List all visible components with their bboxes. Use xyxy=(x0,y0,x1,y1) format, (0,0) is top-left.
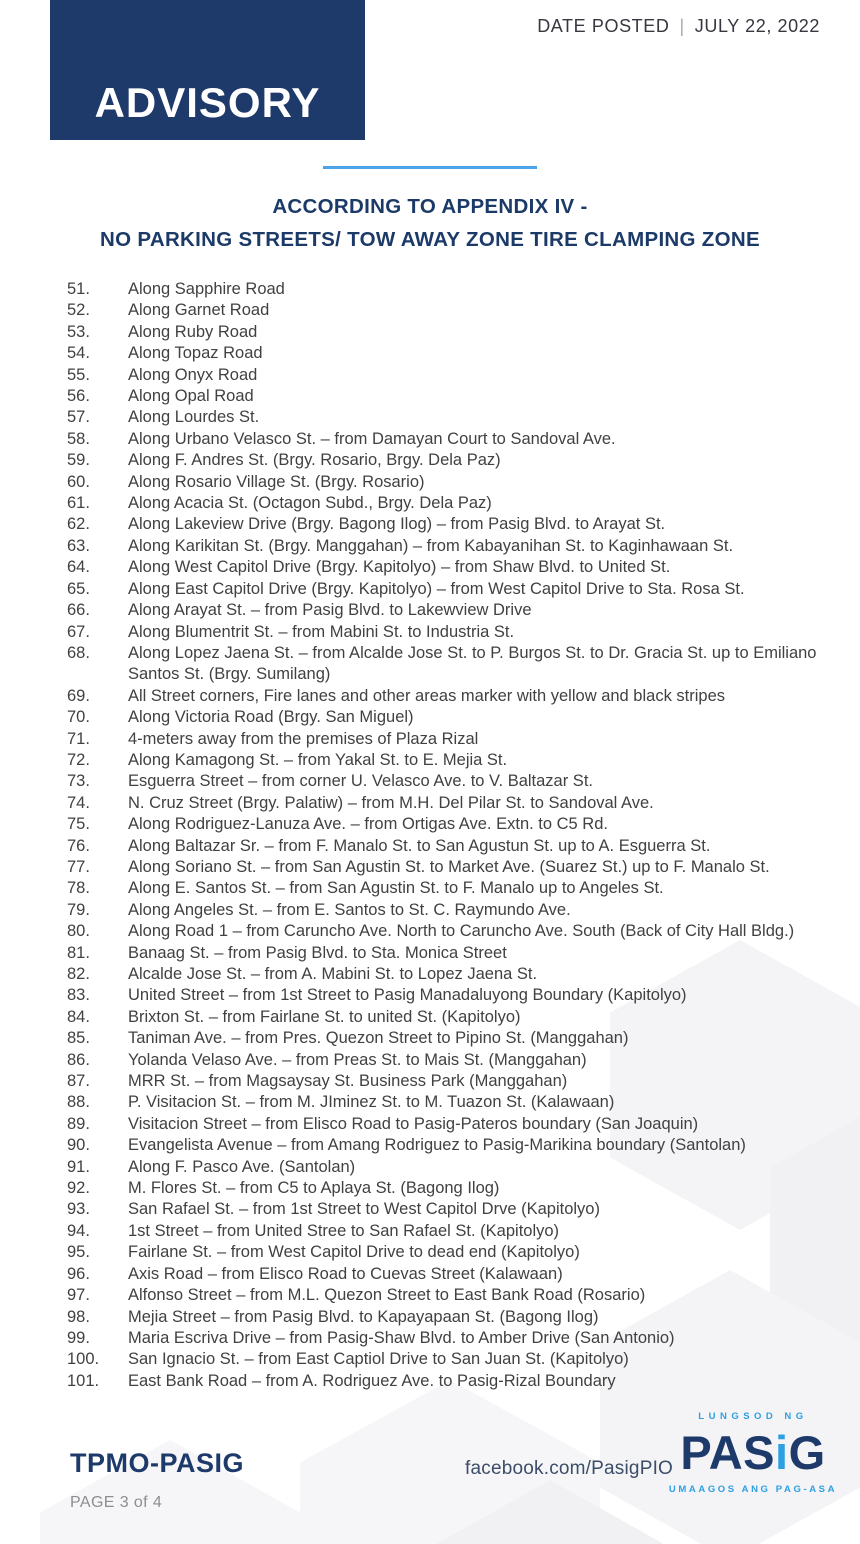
footer-org-name: TPMO-PASIG xyxy=(70,1448,245,1478)
list-item-text: Along West Capitol Drive (Brgy. Kapitolyo) – from Shaw Blvd. to United St. xyxy=(128,558,671,577)
list-item-text: 1st Street – from United Stree to San Rafael St. (Kapitolyo) xyxy=(128,1221,560,1240)
list-item xyxy=(0,386,832,407)
list-item-number: 85. xyxy=(67,1029,90,1048)
date-posted xyxy=(537,16,820,37)
list-item-text: Along F. Pasco Ave. (Santolan) xyxy=(128,1157,356,1176)
list-item-number: 74. xyxy=(67,793,90,812)
page-title-line1: ACCORDING TO APPENDIX IV - xyxy=(272,195,588,218)
list-item-text: Along Urbano Velasco St. – from Damayan Court to Sandoval Ave. xyxy=(128,429,616,448)
list-item xyxy=(0,300,832,321)
list-item-text: Along Onyx Road xyxy=(128,365,258,384)
logo-wordmark-i: i xyxy=(775,1425,789,1479)
list-item-text: Brixton St. – from Fairlane St. to united St. (Kapitolyo) xyxy=(128,1007,521,1026)
list-item xyxy=(0,985,832,1006)
list-item-number: 51. xyxy=(67,280,90,298)
list-item-text: Along Kamagong St. – from Yakal St. to E. Mejia St. xyxy=(128,750,508,769)
logo-wordmark-suffix: G xyxy=(788,1425,826,1479)
list-item xyxy=(0,407,832,428)
list-item xyxy=(0,1135,832,1156)
list-item-number: 96. xyxy=(67,1264,90,1283)
list-item-text: Along Rosario Village St. (Brgy. Rosario) xyxy=(128,472,425,491)
list-item-number: 80. xyxy=(67,922,90,941)
list-item-number: 76. xyxy=(67,836,90,855)
list-item xyxy=(0,707,832,728)
list-item xyxy=(0,1114,832,1135)
list-item xyxy=(0,1371,832,1392)
list-item-text: Along Topaz Road xyxy=(128,344,263,363)
list-item-number: 57. xyxy=(67,408,90,427)
advisory-banner-label: ADVISORY xyxy=(94,79,321,126)
list-item-text: Maria Escriva Drive – from Pasig-Shaw Blvd. to Amber Drive (San Antonio) xyxy=(128,1328,675,1347)
list-item xyxy=(0,686,832,707)
list-item-number: 92. xyxy=(67,1179,90,1198)
list-item-text: Along Lourdes St. xyxy=(128,408,260,427)
list-item xyxy=(0,622,832,643)
list-item xyxy=(0,429,832,450)
list-item-number: 67. xyxy=(67,622,90,641)
list-item-text: Along Soriano St. – from San Agustin St. to Market Ave. (Suarez St.) up to F. Manalo St. xyxy=(128,857,770,876)
list-item xyxy=(0,836,832,857)
list-item-text: P. Visitacion St. – from M. JIminez St. to M. Tuazon St. (Kalawaan) xyxy=(128,1093,615,1112)
list-item xyxy=(0,450,832,471)
date-posted-label: DATE POSTED xyxy=(537,16,670,36)
list-item-number: 82. xyxy=(67,965,90,983)
list-item-number: 52. xyxy=(67,301,90,320)
pasig-city-logo xyxy=(662,1412,844,1494)
list-item-number: 83. xyxy=(67,986,90,1005)
list-item-number: 56. xyxy=(67,387,90,406)
list-item-text: N. Cruz Street (Brgy. Palatiw) – from M.H. Del Pilar St. to Sandoval Ave. xyxy=(128,793,654,812)
list-item-text: San Ignacio St. – from East Captiol Drive to San Juan St. (Kapitolyo) xyxy=(128,1350,629,1369)
list-item-text: All Street corners, Fire lanes and other areas marker with yellow and black stripes xyxy=(128,686,726,705)
date-posted-value: JULY 22, 2022 xyxy=(694,16,820,36)
list-item xyxy=(0,1349,832,1370)
list-item xyxy=(0,921,832,942)
list-item-text: Mejia Street – from Pasig Blvd. to Kapayapaan St. (Bagong Ilog) xyxy=(128,1307,599,1326)
list-item-text: Along Ruby Road xyxy=(128,322,258,341)
list-item-number: 61. xyxy=(67,494,90,513)
list-item-text: Banaag St. – from Pasig Blvd. to Sta. Monica Street xyxy=(128,943,507,962)
list-item-number: 89. xyxy=(67,1114,90,1133)
list-item xyxy=(0,343,832,364)
list-item-number: 97. xyxy=(67,1286,90,1305)
list-item-text: Along Arayat St. – from Pasig Blvd. to Lakewview Drive xyxy=(128,601,532,620)
list-item-text: Fairlane St. – from West Capitol Drive to dead end (Kapitolyo) xyxy=(128,1243,580,1262)
list-item-text: Axis Road – from Elisco Road to Cuevas Street (Kalawaan) xyxy=(128,1264,563,1283)
list-item-number: 68. xyxy=(67,643,90,662)
list-item-number: 60. xyxy=(67,472,90,491)
list-item xyxy=(0,579,832,600)
date-posted-separator: | xyxy=(679,16,685,36)
list-item xyxy=(0,900,832,921)
logo-top-text: LUNGSOD NG xyxy=(698,1411,808,1422)
list-item-number: 77. xyxy=(67,857,90,876)
list-item xyxy=(0,1264,832,1285)
logo-wordmark xyxy=(662,1425,844,1479)
list-item-number: 66. xyxy=(67,601,90,620)
list-item xyxy=(0,1242,832,1263)
list-item-number: 91. xyxy=(67,1157,90,1176)
list-item xyxy=(0,1328,832,1349)
list-item-number: 53. xyxy=(67,322,90,341)
list-item-number: 101. xyxy=(67,1371,100,1390)
list-item xyxy=(0,1285,832,1306)
list-item-text: MRR St. – from Magsaysay St. Business Park (Manggahan) xyxy=(128,1072,568,1091)
list-item-number: 87. xyxy=(67,1072,90,1091)
list-item-text: Along Sapphire Road xyxy=(128,280,285,298)
list-item xyxy=(0,750,832,771)
list-item-text: Along Karikitan St. (Brgy. Manggahan) – from Kabayanihan St. to Kaginhawaan St. xyxy=(128,536,734,555)
list-item xyxy=(0,1199,832,1220)
facebook-link: facebook.com/PasigPIO xyxy=(465,1458,674,1479)
list-item xyxy=(0,1092,832,1113)
list-item xyxy=(0,600,832,621)
list-item xyxy=(0,1221,832,1242)
list-item-number: 84. xyxy=(67,1007,90,1026)
title-divider-line xyxy=(323,166,537,169)
list-item xyxy=(0,472,832,493)
list-item-number: 54. xyxy=(67,344,90,363)
list-item-number: 75. xyxy=(67,815,90,834)
list-item-number: 95. xyxy=(67,1243,90,1262)
list-item-number: 94. xyxy=(67,1221,90,1240)
list-item-text: Along East Capitol Drive (Brgy. Kapitolyo) – from West Capitol Drive to Sta. Rosa St. xyxy=(128,579,745,598)
page-title-line2: NO PARKING STREETS/ TOW AWAY ZONE TIRE CLAMPING ZONE xyxy=(100,228,760,251)
list-item xyxy=(0,514,832,535)
list-item-number: 99. xyxy=(67,1328,90,1347)
list-item xyxy=(0,1028,832,1049)
list-item-text: East Bank Road – from A. Rodriguez Ave. to Pasig-Rizal Boundary xyxy=(128,1371,616,1390)
list-item xyxy=(0,1307,832,1328)
list-item xyxy=(0,878,832,899)
list-item xyxy=(0,365,832,386)
list-item-number: 62. xyxy=(67,515,90,534)
list-item xyxy=(0,279,832,300)
list-item xyxy=(0,557,832,578)
list-item xyxy=(0,1157,832,1178)
list-item-number: 65. xyxy=(67,579,90,598)
list-item-number: 93. xyxy=(67,1200,90,1219)
list-item-text: Taniman Ave. – from Pres. Quezon Street to Pipino St. (Manggahan) xyxy=(128,1029,629,1048)
list-item-number: 88. xyxy=(67,1093,90,1112)
list-item-number: 73. xyxy=(67,772,90,791)
list-item-text: M. Flores St. – from C5 to Aplaya St. (Bagong Ilog) xyxy=(128,1179,500,1198)
list-item xyxy=(0,793,832,814)
list-item-text: Along Blumentrit St. – from Mabini St. to Industria St. xyxy=(128,622,515,641)
list-item-number: 86. xyxy=(67,1050,90,1069)
list-item-text: Along Opal Road xyxy=(128,387,254,406)
list-item-text: Along Road 1 – from Caruncho Ave. North to Caruncho Ave. South (Back of City Hall Bldg.) xyxy=(128,922,795,941)
list-item-number: 58. xyxy=(67,429,90,448)
list-item-text: Along Rodriguez-Lanuza Ave. – from Ortigas Ave. Extn. to C5 Rd. xyxy=(128,815,608,834)
list-item-number: 81. xyxy=(67,943,90,962)
logo-wordmark-prefix: PAS xyxy=(680,1425,776,1479)
page-title xyxy=(0,190,860,256)
list-item-text: San Rafael St. – from 1st Street to West Capitol Drve (Kapitolyo) xyxy=(128,1200,600,1219)
list-item xyxy=(0,1050,832,1071)
logo-tagline: UMAAGOS ANG PAG-ASA xyxy=(668,1483,838,1495)
list-item xyxy=(0,814,832,835)
list-item-number: 100. xyxy=(67,1350,100,1369)
list-item xyxy=(0,857,832,878)
list-item-text: United Street – from 1st Street to Pasig Manadaluyong Boundary (Kapitolyo) xyxy=(128,986,687,1005)
list-item-number: 55. xyxy=(67,365,90,384)
list-item xyxy=(0,536,832,557)
list-item-number: 69. xyxy=(67,686,90,705)
list-item-number: 70. xyxy=(67,708,90,727)
list-item-text: Along Lakeview Drive (Brgy. Bagong Ilog) – from Pasig Blvd. to Arayat St. xyxy=(128,515,666,534)
page-indicator: PAGE 3 of 4 xyxy=(70,1494,163,1511)
list-item-number: 59. xyxy=(67,451,90,470)
list-item xyxy=(0,643,832,686)
list-item-number: 90. xyxy=(67,1136,90,1155)
list-item xyxy=(0,1178,832,1199)
list-item-text: 4-meters away from the premises of Plaza Rizal xyxy=(128,729,479,748)
list-item-number: 98. xyxy=(67,1307,90,1326)
list-item-text: Evangelista Avenue – from Amang Rodriguez to Pasig-Marikina boundary (Santolan) xyxy=(128,1136,746,1155)
list-item-text: Along Acacia St. (Octagon Subd., Brgy. Dela Paz) xyxy=(128,494,492,513)
street-list xyxy=(0,279,832,1392)
list-item-text: Along E. Santos St. – from San Agustin St. to F. Manalo up to Angeles St. xyxy=(128,879,664,898)
list-item xyxy=(0,493,832,514)
list-item-number: 63. xyxy=(67,536,90,555)
list-item-text: Along Victoria Road (Brgy. San Miguel) xyxy=(128,708,414,727)
list-item xyxy=(0,964,832,985)
list-item-text: Along Angeles St. – from E. Santos to St. C. Raymundo Ave. xyxy=(128,900,571,919)
list-item xyxy=(0,322,832,343)
list-item-number: 71. xyxy=(67,729,90,748)
list-item-text: Yolanda Velaso Ave. – from Preas St. to Mais St. (Manggahan) xyxy=(128,1050,587,1069)
list-item-text: Esguerra Street – from corner U. Velasco Ave. to V. Baltazar St. xyxy=(128,772,593,791)
list-item-number: 78. xyxy=(67,879,90,898)
list-item-text: Along Garnet Road xyxy=(128,301,270,320)
list-item-text: Alcalde Jose St. – from A. Mabini St. to Lopez Jaena St. xyxy=(128,965,538,983)
list-item-text: Along F. Andres St. (Brgy. Rosario, Brgy. Dela Paz) xyxy=(128,451,501,470)
list-item-number: 72. xyxy=(67,750,90,769)
list-item xyxy=(0,729,832,750)
list-item xyxy=(0,943,832,964)
list-item xyxy=(0,1071,832,1092)
list-item-text: Alfonso Street – from M.L. Quezon Street to East Bank Road (Rosario) xyxy=(128,1286,646,1305)
list-item xyxy=(0,771,832,792)
list-item-text: Along Baltazar Sr. – from F. Manalo St. to San Agustun St. up to A. Esguerra St. xyxy=(128,836,711,855)
list-item-text: Along Lopez Jaena St. – from Alcalde Jose St. to P. Burgos St. to Dr. Gracia St. up to Emiliano Santos St. (Brgy. Sumilang) xyxy=(128,643,817,684)
list-item xyxy=(0,1007,832,1028)
advisory-banner xyxy=(50,0,365,140)
list-item-number: 79. xyxy=(67,900,90,919)
list-item-text: Visitacion Street – from Elisco Road to Pasig-Pateros boundary (San Joaquin) xyxy=(128,1114,699,1133)
list-item-number: 64. xyxy=(67,558,90,577)
